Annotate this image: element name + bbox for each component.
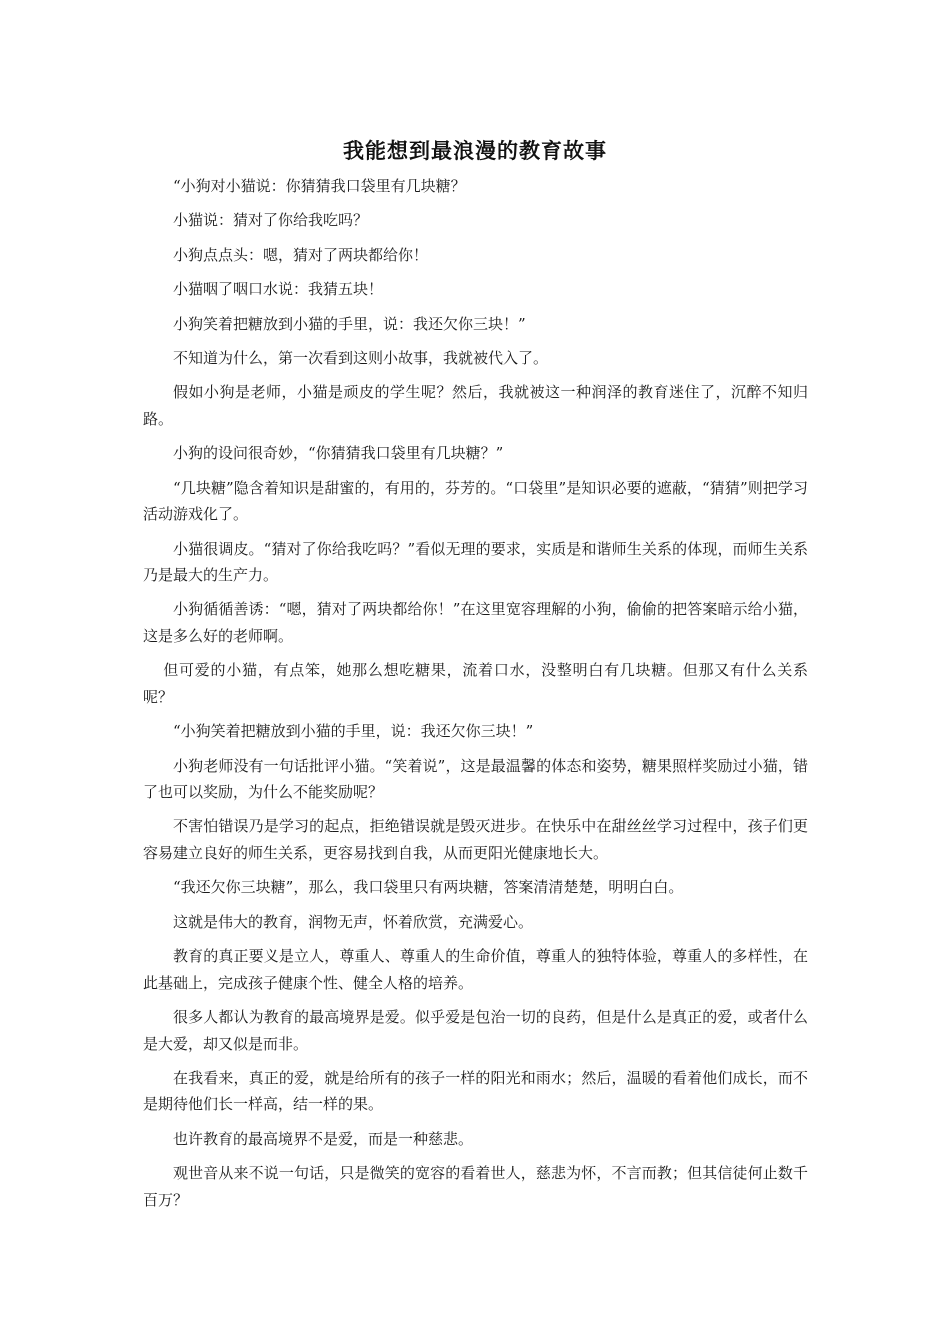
paragraph: 小狗的设问很奇妙，“你猜猜我口袋里有几块糖？” [173, 444, 504, 463]
paragraph: “小狗对小猫说：你猜猜我口袋里有几块糖？ [173, 177, 466, 195]
paragraph: 小狗循循善诱：“嗯，猜对了两块都给你！”在这里宽容理解的小狗，偷偷的把答案暗示给小猫，这是多么好的老师啊。 [143, 600, 808, 645]
paragraph: 在我看来，真正的爱，就是给所有的孩子一样的阳光和雨水；然后，温暖的看着他们成长，而不是期待他们长一样高，结一样的果。 [143, 1068, 808, 1114]
paragraph: 小狗点点头：嗯，猜对了两块都给你！ [173, 245, 429, 264]
paragraph: “我还欠你三块糖”，那么，我口袋里只有两块糖，答案清清楚楚，明明白白。 [173, 878, 684, 897]
document-body [143, 173, 808, 1221]
paragraph: 这就是伟大的教育，润物无声，怀着欣赏，充满爱心。 [173, 912, 534, 931]
paragraph: 小狗老师没有一句话批评小猫。“笑着说”，这是最温馨的体态和姿势，糖果照样奖励过小猫，错了也可以奖励，为什么不能奖励呢？ [143, 756, 808, 802]
paragraph: 很多人都认为教育的最高境界是爱。似乎爱是包治一切的良药，但是什么是真正的爱，或者什么是大爱，却又似是而非。 [143, 1008, 808, 1053]
paragraph: 教育的真正要义是立人，尊重人、尊重人的生命价值，尊重人的独特体验，尊重人的多样性，在此基础上，完成孩子健康个性、健全人格的培养。 [143, 947, 808, 992]
paragraph: 小狗笑着把糖放到小猫的手里，说：我还欠你三块！” [173, 314, 526, 333]
paragraph: 观世音从来不说一句话，只是微笑的宽容的看着世人，慈悲为怀，不言而教；但其信徒何止数千百万？ [143, 1164, 808, 1209]
paragraph: 假如小狗是老师，小猫是顽皮的学生呢？然后，我就被这一种润泽的教育迷住了，沉醉不知归路。 [143, 383, 808, 428]
paragraph: 但可爱的小猫，有点笨，她那么想吃糖果，流着口水，没整明白有几块糖。但那又有什么关系呢？ [143, 661, 808, 706]
paragraph: “几块糖”隐含着知识是甜蜜的，有用的，芬芳的。“口袋里”是知识必要的遮蔽，“猜猜”则把学习活动游戏化了。 [143, 478, 808, 524]
paragraph: 小猫咽了咽口水说：我猜五块！ [173, 280, 384, 299]
document-title: 我能想到最浪漫的教育故事 [343, 138, 607, 163]
paragraph: 小猫很调皮。“猜对了你给我吃吗？”看似无理的要求，实质是和谐师生关系的体现，而师生关系乃是最大的生产力。 [143, 539, 808, 585]
paragraph: 不害怕错误乃是学习的起点，拒绝错误就是毁灭进步。在快乐中在甜丝丝学习过程中，孩子们更容易建立良好的师生关系，更容易找到自我，从而更阳光健康地长大。 [143, 817, 808, 862]
paragraph: 也许教育的最高境界不是爱，而是一种慈悲。 [173, 1129, 474, 1148]
paragraph: 不知道为什么，第一次看到这则小故事，我就被代入了。 [173, 348, 549, 367]
paragraph: 小猫说：猜对了你给我吃吗？ [173, 211, 369, 230]
paragraph: “小狗笑着把糖放到小猫的手里，说：我还欠你三块！” [173, 722, 534, 741]
